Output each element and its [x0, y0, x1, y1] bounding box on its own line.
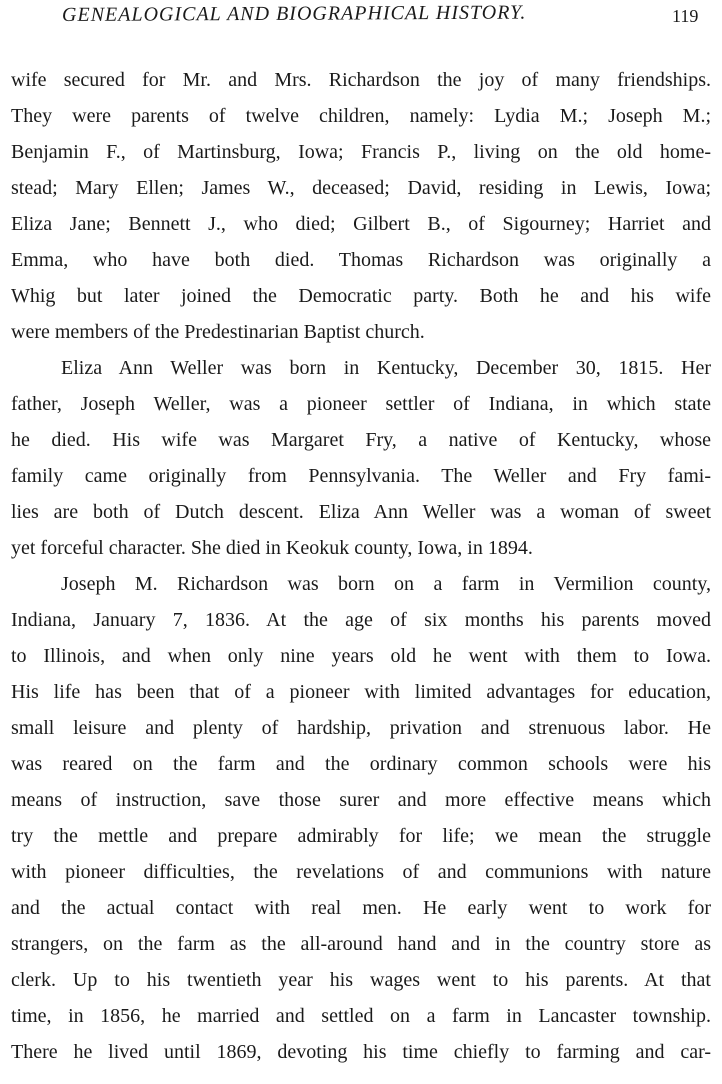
- text-line: he died. His wife was Margaret Fry, a native of Kentucky, whose: [11, 429, 711, 451]
- text-line: means of instruction, save those surer and more effective means which: [11, 789, 711, 811]
- text-line: to Illinois, and when only nine years old he went with them to Iowa.: [11, 645, 711, 667]
- text-line: family came originally from Pennsylvania. The Weller and Fry fami-: [11, 465, 711, 487]
- text-line: try the mettle and prepare admirably for life; we mean the struggle: [11, 825, 711, 847]
- text-line: strangers, on the farm as the all-around hand and in the country store as: [11, 933, 711, 955]
- text-line: clerk. Up to his twentieth year his wages went to his parents. At that: [11, 969, 711, 991]
- text-line: and the actual contact with real men. He early went to work for: [11, 897, 711, 919]
- text-line: wife secured for Mr. and Mrs. Richardson the joy of many friendships.: [11, 69, 711, 91]
- text-line: with pioneer difficulties, the revelations of and communions with nature: [11, 861, 711, 883]
- text-line: was reared on the farm and the ordinary common schools were his: [11, 753, 711, 775]
- text-line: yet forceful character. She died in Keokuk county, Iowa, in 1894.: [11, 537, 533, 559]
- text-line: Indiana, January 7, 1836. At the age of six months his parents moved: [11, 609, 711, 631]
- text-line: They were parents of twelve children, namely: Lydia M.; Joseph M.;: [11, 105, 711, 127]
- text-line: Emma, who have both died. Thomas Richardson was originally a: [11, 249, 711, 271]
- running-head-title: GENEALOGICAL AND BIOGRAPHICAL HISTORY.: [61, 1, 527, 26]
- text-line: Eliza Ann Weller was born in Kentucky, December 30, 1815. Her: [61, 357, 711, 379]
- text-line: There he lived until 1869, devoting his time chiefly to farming and car-: [11, 1041, 711, 1063]
- text-line: father, Joseph Weller, was a pioneer settler of Indiana, in which state: [11, 393, 711, 415]
- text-line: lies are both of Dutch descent. Eliza Ann Weller was a woman of sweet: [11, 501, 711, 523]
- text-line: small leisure and plenty of hardship, privation and strenuous labor. He: [11, 717, 711, 739]
- text-line: stead; Mary Ellen; James W., deceased; David, residing in Lewis, Iowa;: [11, 177, 711, 199]
- body-text: [11, 62, 711, 1070]
- text-line: time, in 1856, he married and settled on a farm in Lancaster township.: [11, 1005, 711, 1027]
- text-line: Joseph M. Richardson was born on a farm in Vermilion county,: [61, 573, 711, 595]
- text-line: His life has been that of a pioneer with limited advantages for education,: [11, 681, 711, 703]
- text-line: Benjamin F., of Martinsburg, Iowa; Francis P., living on the old home-: [11, 141, 711, 163]
- text-line: Eliza Jane; Bennett J., who died; Gilbert B., of Sigourney; Harriet and: [11, 213, 711, 235]
- text-line: were members of the Predestinarian Baptist church.: [11, 321, 425, 343]
- page-number: 119: [672, 6, 699, 26]
- text-line: Whig but later joined the Democratic party. Both he and his wife: [11, 285, 711, 307]
